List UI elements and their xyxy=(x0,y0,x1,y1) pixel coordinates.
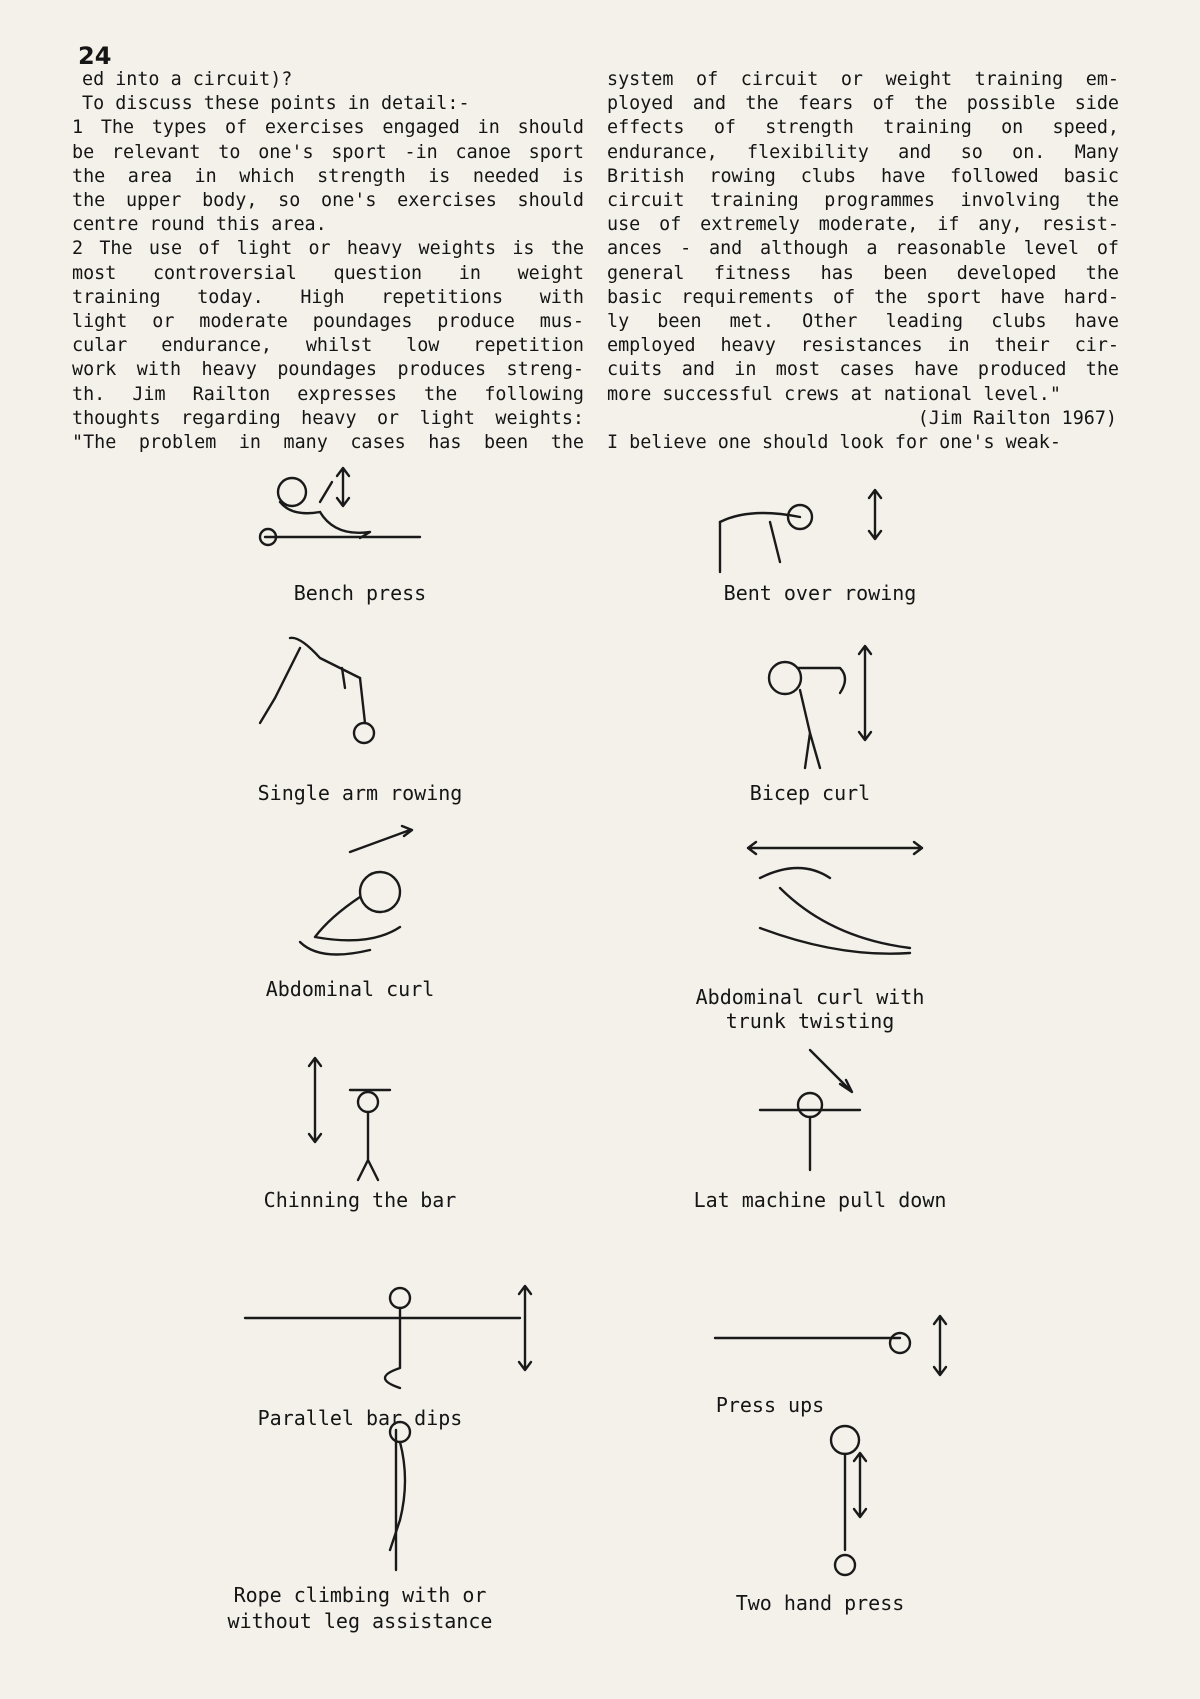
text-line: work with heavy poundages produces streng- xyxy=(72,359,584,381)
text-line: most controversial question in weight xyxy=(72,262,584,284)
text-line: be relevant to one's sport -in canoe sport xyxy=(72,141,584,163)
caption-rope-climbing-line-2: without leg assistance xyxy=(227,1609,493,1633)
text-line: basic requirements of the sport have hard- xyxy=(607,286,1119,308)
text-line: British rowing clubs have followed basic xyxy=(607,165,1119,187)
caption-abdominal-curl: Abdominal curl xyxy=(265,977,435,1001)
caption-abdominal-curl-twist-line-1: Abdominal curl with xyxy=(695,985,925,1009)
text-line: ed into a circuit)? xyxy=(82,69,293,90)
caption-chinning-the-bar: Chinning the bar xyxy=(263,1188,457,1212)
text-line: I believe one should look for one's weak- xyxy=(607,432,1061,454)
rope-climbing-illustration xyxy=(240,1420,540,1580)
text-line: training today. High repetitions with xyxy=(72,286,584,308)
caption-bent-over-rowing: Bent over rowing xyxy=(723,581,917,605)
caption-press-ups: Press ups xyxy=(715,1393,825,1417)
bicep-curl-illustration xyxy=(690,628,990,788)
caption-bench-press: Bench press xyxy=(293,581,427,605)
caption-single-arm-rowing: Single arm rowing xyxy=(257,781,463,805)
single-arm-rowing-illustration xyxy=(240,628,540,788)
page-number: 24 xyxy=(78,42,112,70)
text-line: 2 The use of light or heavy weights is the xyxy=(72,238,584,260)
text-line: thoughts regarding heavy or light weights: xyxy=(72,407,584,429)
text-line: employed heavy resistances in their cir- xyxy=(607,335,1119,357)
citation: (Jim Railton 1967) xyxy=(917,407,1117,429)
two-hand-press-illustration xyxy=(700,1420,1000,1580)
caption-parallel-bar-dips: Parallel bar dips xyxy=(257,1406,463,1430)
chinning-the-bar-illustration xyxy=(240,1030,540,1190)
text-line: use of extremely moderate, if any, resist- xyxy=(607,214,1119,236)
caption-lat-machine: Lat machine pull down xyxy=(693,1188,947,1212)
text-line: more successful crews at national level." xyxy=(607,383,1061,405)
caption-bicep-curl: Bicep curl xyxy=(749,781,871,805)
lat-machine-illustration xyxy=(700,1030,1000,1190)
text-line: general fitness has been developed the xyxy=(607,262,1119,284)
text-line: ances - and although a reasonable level of xyxy=(607,238,1119,260)
abdominal-curl-illustration xyxy=(230,822,530,982)
text-line: cuits and in most cases have produced the xyxy=(607,359,1119,381)
text-line: effects of strength training on speed, xyxy=(607,117,1119,139)
text-line: ly been met. Other leading clubs have xyxy=(607,311,1119,333)
right-text-column xyxy=(607,68,1119,455)
text-line: light or moderate poundages produce mus- xyxy=(72,311,584,333)
caption-abdominal-curl-twist-line-2: trunk twisting xyxy=(725,1009,895,1033)
caption-two-hand-press: Two hand press xyxy=(735,1591,905,1615)
text-line: endurance, flexibility and so on. Many xyxy=(607,141,1119,163)
text-line: system of circuit or weight training em- xyxy=(607,69,1119,90)
text-line: centre round this area. xyxy=(72,214,327,236)
abdominal-curl-twist-illustration xyxy=(690,818,990,978)
text-line: th. Jim Railton expresses the following xyxy=(72,383,584,405)
text-line: cular endurance, whilst low repetition xyxy=(72,335,584,357)
text-line: the area in which strength is needed is xyxy=(72,165,584,187)
text-line: circuit training programmes involving the xyxy=(607,190,1119,212)
caption-rope-climbing-line-1: Rope climbing with or xyxy=(233,1583,487,1607)
text-line: "The problem in many cases has been the xyxy=(72,432,584,454)
parallel-bar-dips-illustration xyxy=(240,1258,540,1418)
text-line: To discuss these points in detail:- xyxy=(82,93,470,115)
text-line: ployed and the fears of the possible side xyxy=(607,93,1119,115)
text-line: 1 The types of exercises engaged in should xyxy=(72,117,584,139)
left-text-column xyxy=(72,68,584,455)
text-line: the upper body, so one's exercises should xyxy=(72,190,584,212)
